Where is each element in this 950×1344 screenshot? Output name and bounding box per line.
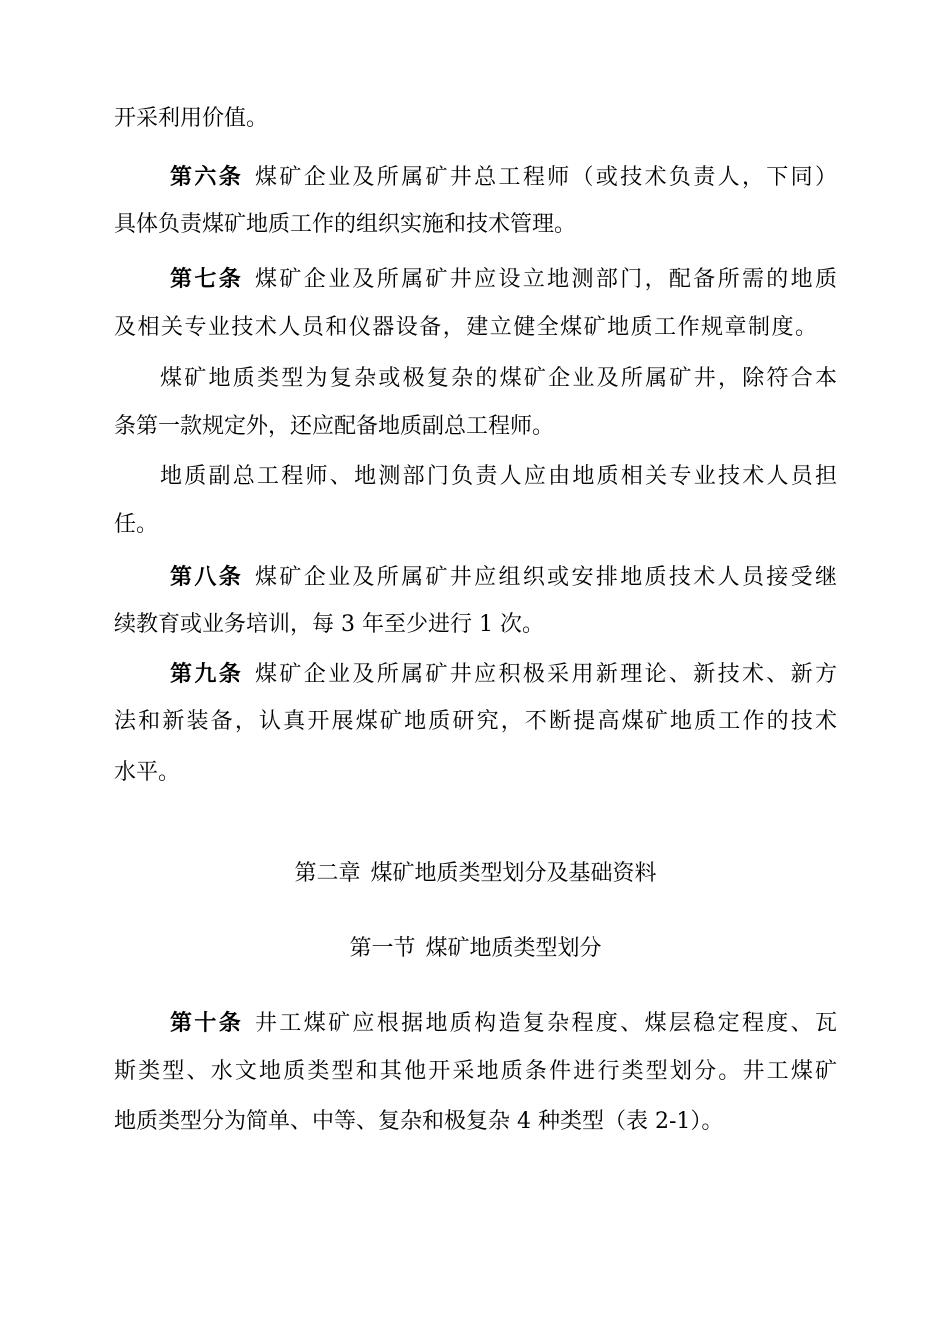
paragraph-line: 煤矿地质类型为复杂或极复杂的煤矿企业及所属矿井，除符合本 xyxy=(160,366,837,391)
chapter-number: 第二章 xyxy=(294,861,361,886)
article-number: 第八条 xyxy=(170,564,244,590)
article-7-line-1: 第七条 煤矿企业及所属矿井应设立地测部门，配备所需的地质 xyxy=(170,266,837,292)
section-title: 煤矿地质类型划分 xyxy=(425,936,602,961)
article-10-line-2: 斯类型、水文地质类型和其他开采地质条件进行类型划分。井工煤矿 xyxy=(114,1059,837,1084)
article-number: 第十条 xyxy=(170,1010,244,1036)
article-9-line-1: 第九条 煤矿企业及所属矿井应积极采用新理论、新技术、新方 xyxy=(170,661,837,687)
paragraph-line: 任。 xyxy=(114,512,159,537)
article-9-line-2: 法和新装备，认真开展煤矿地质研究，不断提高煤矿地质工作的技术 xyxy=(114,709,837,734)
paragraph-line: 开采利用价值。 xyxy=(114,106,269,131)
paragraph-line: 地质副总工程师、地测部门负责人应由地质相关专业技术人员担 xyxy=(160,464,837,489)
paragraph-line: 条第一款规定外，还应配备地质副总工程师。 xyxy=(114,414,555,439)
article-number: 第九条 xyxy=(170,661,244,687)
chapter-title: 煤矿地质类型划分及基础资料 xyxy=(370,861,657,886)
article-10-line-3: 地质类型分为简单、中等、复杂和极复杂 4 种类型（表 2-1）。 xyxy=(114,1109,724,1134)
article-6-line-1: 第六条 煤矿企业及所属矿井总工程师（或技术负责人，下同） xyxy=(170,164,837,190)
article-7-line-2: 及相关专业技术人员和仪器设备，建立健全煤矿地质工作规章制度。 xyxy=(114,315,817,340)
article-number: 第七条 xyxy=(170,266,244,292)
article-10-line-1: 第十条 井工煤矿应根据地质构造复杂程度、煤层稳定程度、瓦 xyxy=(170,1010,837,1036)
section-number: 第一节 xyxy=(349,936,416,961)
section-heading xyxy=(114,934,837,964)
chapter-heading xyxy=(114,859,837,889)
article-9-line-3: 水平。 xyxy=(114,760,181,785)
article-8-line-2: 续教育或业务培训，每 3 年至少进行 1 次。 xyxy=(114,612,544,637)
article-number: 第六条 xyxy=(170,164,244,190)
article-8-line-1: 第八条 煤矿企业及所属矿井应组织或安排地质技术人员接受继 xyxy=(170,564,837,590)
article-6-line-2: 具体负责煤矿地质工作的组织实施和技术管理。 xyxy=(114,212,577,237)
